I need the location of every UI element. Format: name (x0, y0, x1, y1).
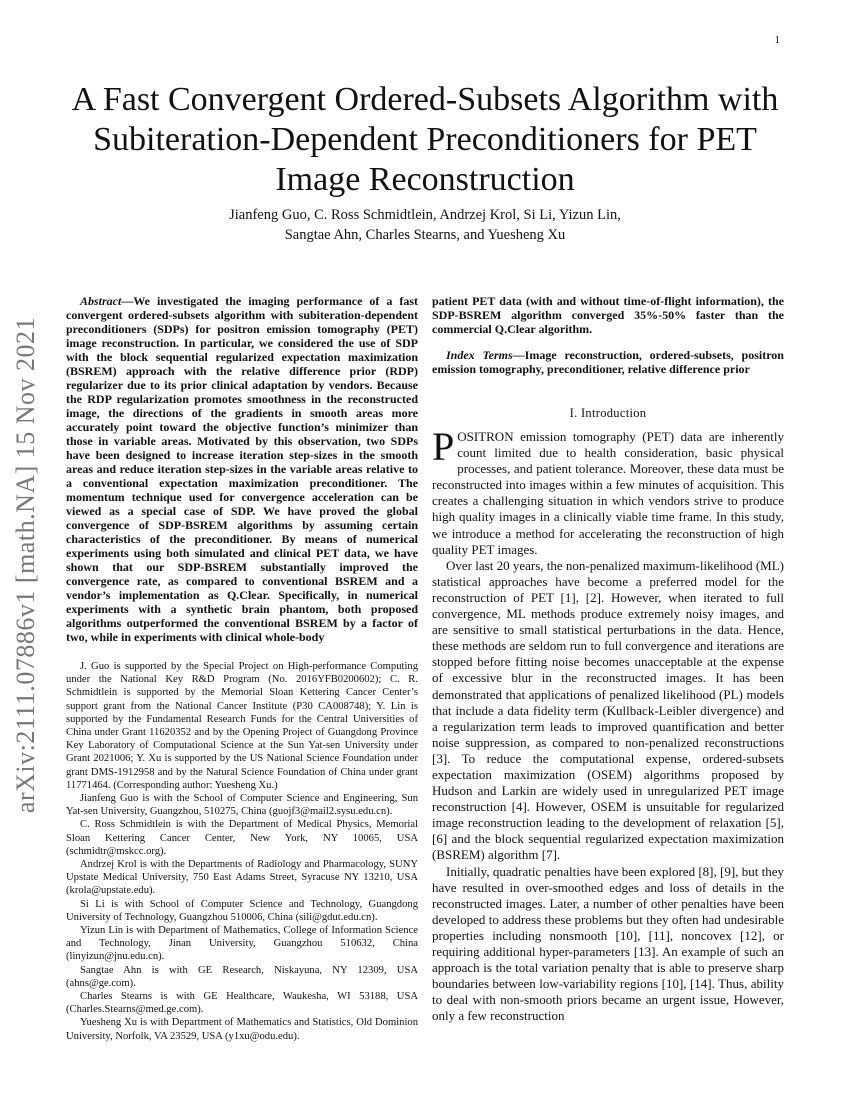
abstract-continuation: patient PET data (with and without time-of-flight information), the SDP-BSREM algorithm converged 35%-50% faster than the commercial Q.Clear algorithm. (432, 294, 784, 336)
left-column (66, 294, 418, 644)
page-number: 1 (774, 34, 780, 46)
abstract-text: —We investigated the imaging performance of a fast convergent ordered-subsets algorithm with subiteration-dependent preconditioners (SDPs) for positron emission tomography (PET) image reconstruction. In particular, we considered the use of SDP with the block sequential regularized expectation maximization (BSREM) approach with the relative difference prior (RDP) regularizer due to its prior clinical adaptation by vendors. Because the RDP regularization promotes smoothness in the reconstructed image, the directions of the gradients in smooth areas more accurately point toward the objective function’s minimizer than those in variable areas. Motivated by this observation, two SDPs have been designed to increase iteration step-sizes in the smooth areas and reduce iteration step-sizes in the variable areas relative to a conventional expectation maximization preconditioner. The momentum technique used for convergence acceleration can be viewed as a special case of SDP. We have proved the global convergence of SDP-BSREM algorithms by assuming certain characteristics of the preconditioner. By means of numerical experiments using both simulated and clinical PET data, we have shown that our SDP-BSREM substantially improved the convergence rate, as compared to conventional BSREM and a vendor’s implementation as Q.Clear. Specifically, in numerical experiments with a synthetic brain phantom, both proposed algorithms outperformed the conventional BSREM by a factor of two, while in experiments with clinical whole-body (66, 294, 418, 644)
introduction-body (432, 424, 784, 1024)
intro-paragraph-3: Initially, quadratic penalties have been explored [8], [9], but they have resulted in over-smoothed edges and loss of details in the reconstructed images. Later, a number of other penalties have been developed to address these problems but they often had undesirable properties including nonsmooth [10], [11], noncovex [12], or requiring additional hyper-parameters [13]. An example of such an approach is the total variation penalty that is able to preserve sharp boundaries between low-variability regions [10], [14]. Thus, ability to deal with non-smooth priors became an urgent issue, However, only a few reconstruction (432, 863, 784, 1024)
abstract (66, 294, 418, 644)
index-terms-label: Index Terms (446, 348, 513, 362)
footnote-affiliation: Jianfeng Guo is with the School of Computer Science and Engineering, Sun Yat-sen University, Guangzhou, 510275, China (guojf3@mail2.sysu.edu.cn). (66, 793, 418, 818)
authors-line-2: Sangtae Ahn, Charles Stearns, and Yuesheng Xu (284, 227, 566, 243)
section-heading-introduction: I. Introduction (569, 406, 647, 420)
footnotes (66, 660, 418, 1043)
intro-paragraph-2: Over last 20 years, the non-penalized maximum-likelihood (ML) statistical approaches have become a preferred model for the reconstruction of PET [1], [2]. However, when iterated to full convergence, ML methods produce extremely noisy images, and are sensitive to small statistical perturbations in the data. Hence, these methods are seldom run to full convergence and iterations are stopped before fitting noise becomes unacceptable at the expense of excessive blur in the reconstructed images. It has been demonstrated that applications of penalized likelihood (PL) models that include a data fidelity term (Kullback-Leibler divergence) and a regularization term leads to improved quantification and better noise suppression, as compared to non-penalized reconstructions [3]. To reduce the computational expense, ordered-subsets expectation maximization (OSEM) algorithms proposed by Hudson and Larkin are widely used in unregularized PET image reconstruction [4]. However, OSEM is unsuitable for regularized image reconstruction leading to the development of relaxation [5], [6] and the block sequential regularized expectation maximization (BSREM) algorithm [7]. (432, 557, 784, 863)
arxiv-identifier (2, 270, 50, 860)
intro-paragraph-1-text: OSITRON emission tomography (PET) data are inherently count limited due to health consideration, basic physical processes, and patient tolerance. Moreover, these data must be reconstructed into images within a few minutes of acquisition. This creates a challenging situation in which vendors strive to produce high quality images in a clinically viable time frame. In this study, we introduce a method for accelerating the reconstruction of high quality PET images. (432, 429, 784, 557)
drop-cap: P (432, 424, 455, 469)
index-terms (432, 348, 784, 376)
footnote-affiliation: Andrzej Krol is with the Departments of Radiology and Pharmacology, SUNY Upstate Medical University, 750 East Adams Street, Syracuse NY 13210, USA (krola@upstate.edu). (66, 859, 418, 897)
arxiv-identifier-text: arXiv:2111.07886v1 [math.NA] 15 Nov 2021 (11, 316, 40, 814)
footnote-affiliation: Yizun Lin is with Department of Mathematics, College of Information Science and Technology, Jinan University, Guangzhou 510632, China (linyizun@jnu.edu.cn). (66, 925, 418, 963)
footnote-funding: J. Guo is supported by the Special Project on High-performance Computing under the National Key R&D Program (No. 2016YFB0200602); C. R. Schmidtlein is supported by the Memorial Sloan Kettering Cancer Center’s support grant from the National Cancer Institute (P30 CA008748); Y. Lin is supported by the Fundamental Research Funds for the Central Universities of China under Grant 11620352 and by the Opening Project of Guangdong Province Key Laboratory of Computational Science at the Sun Yat-sen University under Grant 2021006; Y. Xu is supported by the US National Science Foundation under grant DMS-1912958 and by the Natural Science Foundation of China under grant 11771464. (Corresponding author: Yuesheng Xu.) (66, 661, 418, 791)
authors-line-1: Jianfeng Guo, C. Ross Schmidtlein, Andrzej Krol, Si Li, Yizun Lin, (229, 207, 621, 223)
footnote-affiliation: C. Ross Schmidtlein is with the Department of Medical Physics, Memorial Sloan Kettering Cancer Center, New York, NY 10065, USA (schmidtr@mskcc.org). (66, 819, 418, 857)
footnote-affiliation: Si Li is with School of Computer Science and Technology, Guangdong University of Technology, Guangzhou 510006, China (sili@gdut.edu.cn). (66, 898, 418, 923)
abstract-label: Abstract (80, 294, 122, 308)
paper-title: A Fast Convergent Ordered-Subsets Algorithm with Subiteration-Dependent Preconditioners for PET Image Reconstruction (71, 81, 779, 198)
index-terms-text: —Image reconstruction, ordered-subsets, positron emission tomography, preconditioner, relative difference prior (432, 348, 784, 376)
footnote-affiliation: Yuesheng Xu is with Department of Mathematics and Statistics, Old Dominion University, Norfolk, VA 23529, USA (y1xu@odu.edu). (66, 1017, 418, 1042)
footnote-affiliation: Sangtae Ahn is with GE Research, Niskayuna, NY 12309, USA (ahns@ge.com). (66, 964, 418, 989)
right-column (432, 294, 784, 1024)
author-list (60, 205, 790, 245)
footnote-affiliation: Charles Stearns is with GE Healthcare, Waukesha, WI 53188, USA (Charles.Stearns@med.ge.com). (66, 991, 418, 1016)
intro-paragraph-1 (432, 424, 784, 558)
